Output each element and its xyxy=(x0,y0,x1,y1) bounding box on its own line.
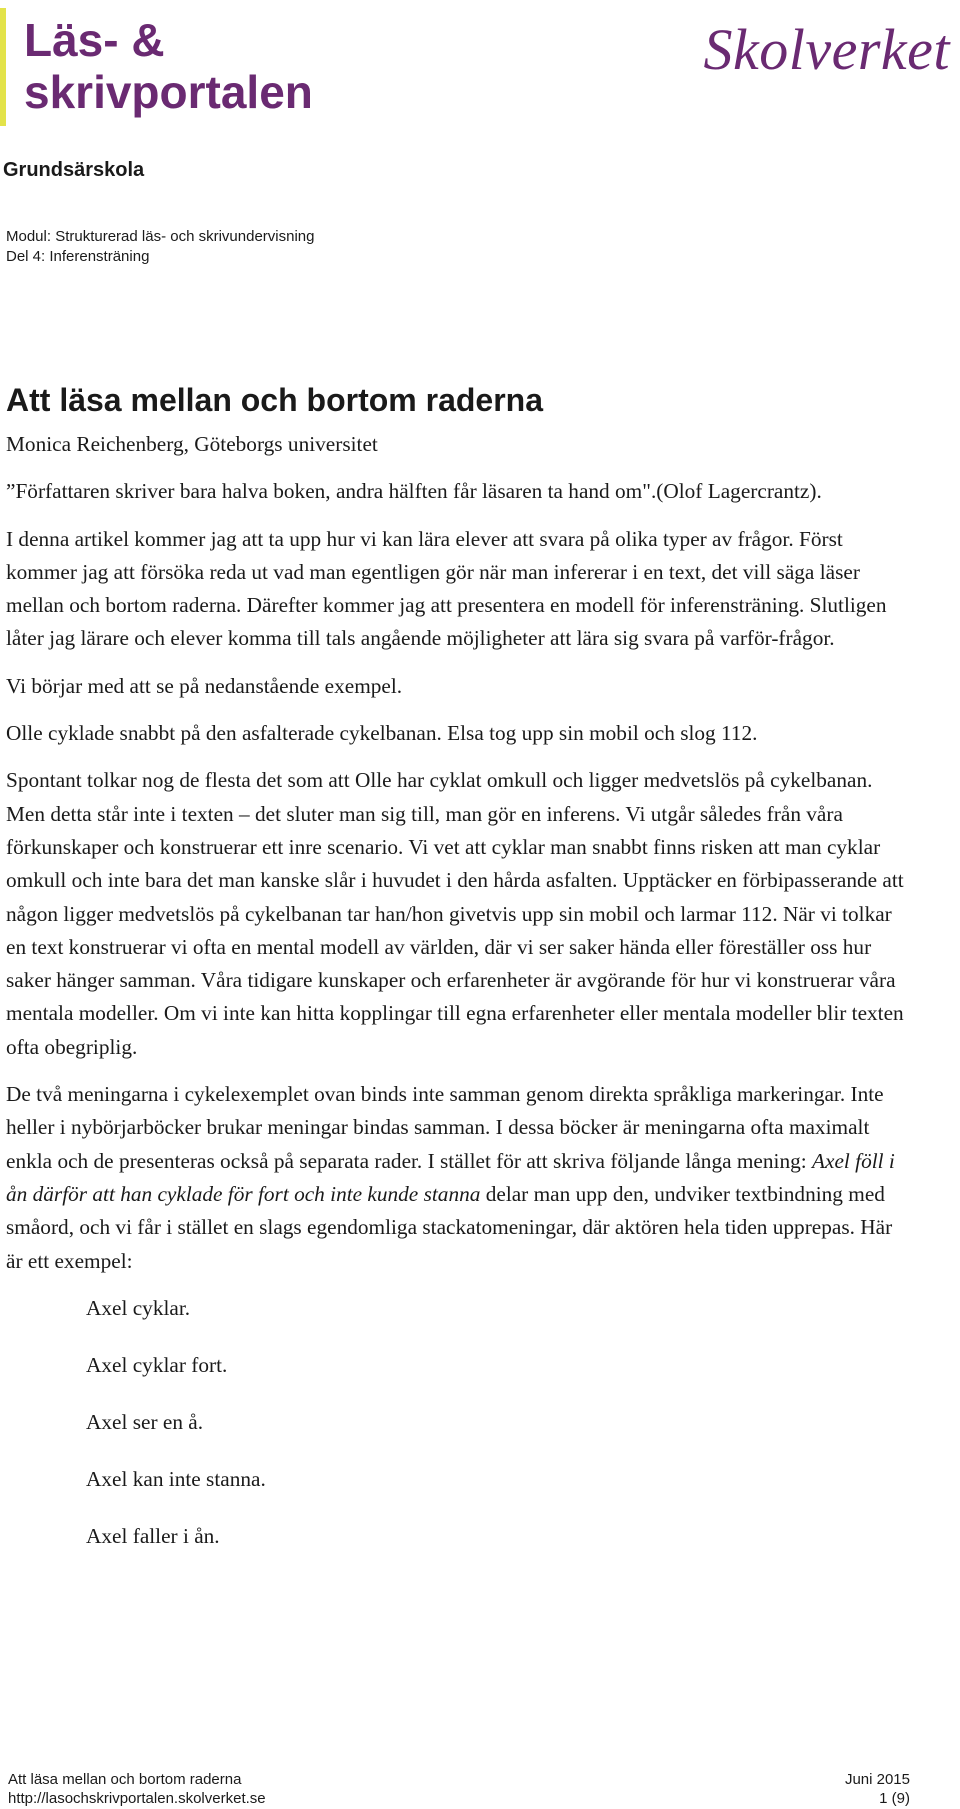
footer-date: Juni 2015 xyxy=(844,1771,910,1788)
list-item: Axel kan inte stanna. xyxy=(86,1466,266,1491)
list-item: Axel cyklar fort. xyxy=(86,1352,228,1377)
page-footer xyxy=(8,1770,910,1808)
footer-page-number: 1 (9) xyxy=(879,1790,910,1807)
paragraph-textbinding-start: De två meningarna i cykelexemplet ovan binds inte samman genom direkta språkliga markeringar. Inte heller i nybörjarböcker brukar meningar bindas samman. I dessa böcker är meningarna ofta maximalt enkla och de presenteras också på separata rader. I stället för att skriva följande långa mening: xyxy=(6,1082,884,1173)
paragraph-intro: I denna artikel kommer jag att ta upp hur vi kan lära elever att svara på olika typer av frågor. Först kommer jag att försöka reda ut vad man egentligen gör när man infererar i en text, det vill säga läser mellan och bortom raderna. Därefter kommer jag att presentera en modell för inferensträning. Slutligen låter jag lärare och elever komma till tals angående möjligheter att lära sig svara på varför-frågor. xyxy=(6,526,887,651)
paragraph-textbinding xyxy=(6,1078,906,1278)
paragraph-textbinding-end: delar man upp den, undviker textbindning med småord, och vi får i stället en slags egendomliga stackatomeningar, där aktören hela tiden upprepas. Här är ett exempel: xyxy=(6,1181,893,1273)
article-author: Monica Reichenberg, Göteborgs universitet xyxy=(6,432,378,456)
footer-url: http://lasochskrivportalen.skolverket.se xyxy=(8,1790,266,1807)
header-accent-bar xyxy=(0,8,6,126)
module-part-line: Del 4: Inferensträning xyxy=(6,248,150,265)
school-type-heading: Grundsärskola xyxy=(3,159,145,181)
list-item: Axel ser en å. xyxy=(86,1409,204,1434)
article-body xyxy=(6,378,906,1577)
italic-example-sentence: Axel föll i ån därför att han cyklade för fort och inte kunde stanna xyxy=(6,1148,895,1206)
paragraph-example-lead: Vi börjar med att se på nedanstående exempel. xyxy=(6,673,403,698)
paragraph-inference-explanation: Spontant tolkar nog de flesta det som att Olle har cyklat omkull och ligger medvetslös på cykelbanan. Men detta står inte i texten – det sluter man sig till, man gör en inferens. Vi utgår således från våra förkunskaper och konstruerar ett inre scenario. Vi vet att cyklar man snabbt finns risken att man cyklar omkull och inte bara det man kanske slår i huvudet i den hårda asfalten. Upptäcker en förbipasserande att någon ligger medvetslös på cykelbanan tar han/hon givetvis upp sin mobil och larmar 112. När vi tolkar en text konstruerar vi ofta en mental modell av världen, där vi ser saker hända eller föreställer oss hur saker hänger samman. Våra tidigare kunskaper och erfarenheter är avgörande för hur vi konstruerar våra mentala modeller. Om vi inte kan hitta kopplingar till egna erfarenheter eller mentala modeller blir texten ofta obegriplig. xyxy=(6,768,904,1059)
portal-title xyxy=(24,14,313,118)
skolverket-logo: Skolverket xyxy=(703,17,950,82)
portal-title-line2: skrivportalen xyxy=(24,66,313,118)
module-info xyxy=(6,227,314,267)
article-quote: ”Författaren skriver bara halva boken, andra hälften får läsaren ta hand om".(Olof Lagercrantz). xyxy=(6,479,822,504)
module-line: Modul: Strukturerad läs- och skrivundervisning xyxy=(6,228,315,245)
article-title: Att läsa mellan och bortom raderna xyxy=(6,382,544,418)
paragraph-example-sentence: Olle cyklade snabbt på den asfalterade cykelbanan. Elsa tog upp sin mobil och slog 112. xyxy=(6,721,758,746)
list-item: Axel cyklar. xyxy=(86,1295,191,1320)
footer-doc-title: Att läsa mellan och bortom raderna xyxy=(8,1771,242,1788)
portal-title-line1: Läs- & xyxy=(24,14,165,66)
list-item: Axel faller i ån. xyxy=(86,1523,220,1548)
example-sentences-list xyxy=(6,1292,906,1553)
